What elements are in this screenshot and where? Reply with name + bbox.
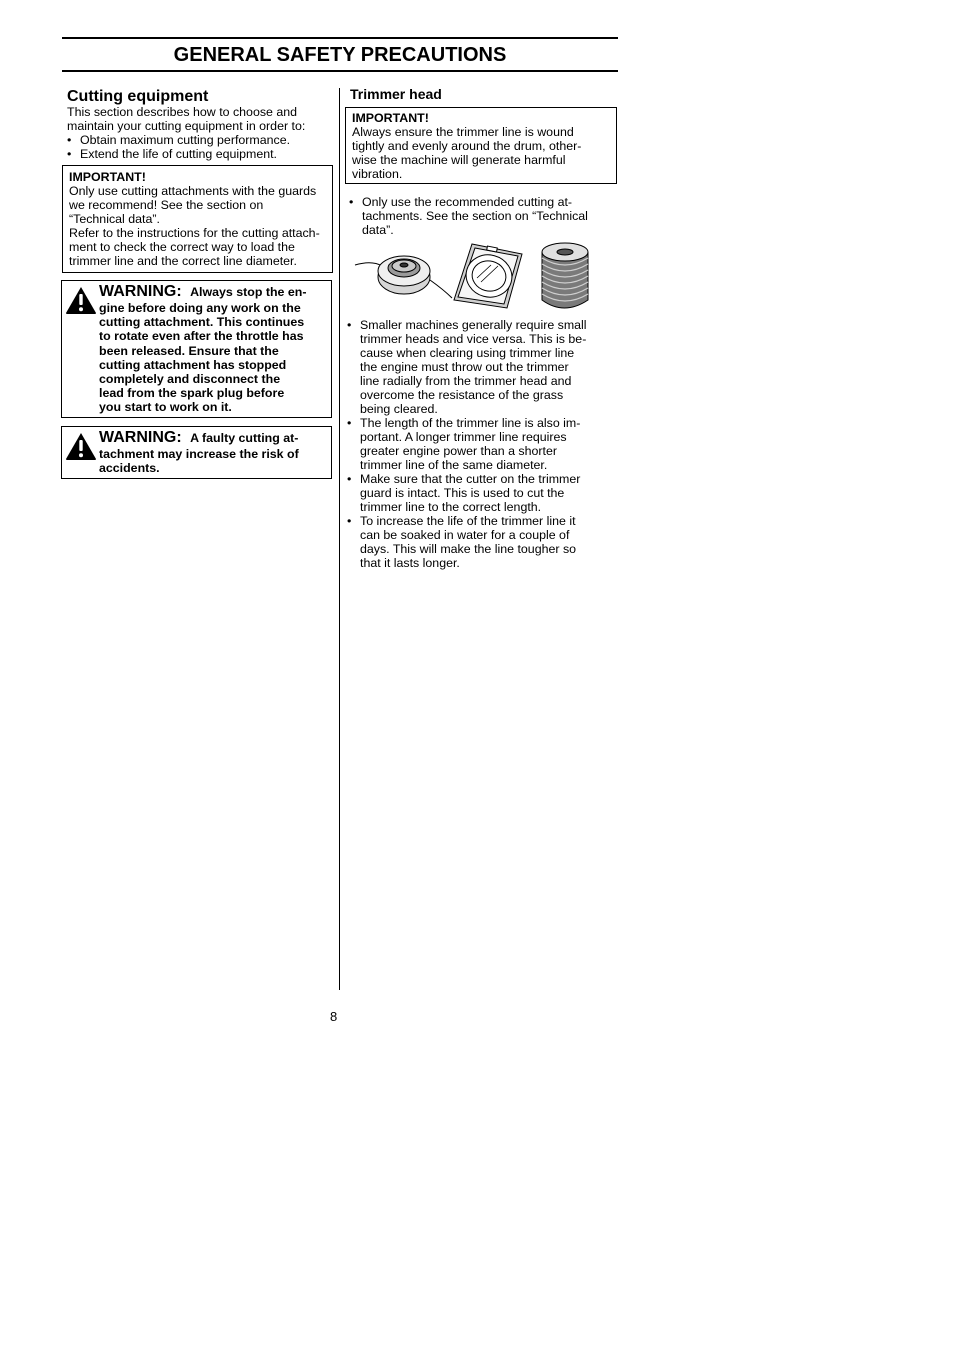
text-line: you start to work on it. [99,400,232,415]
column-divider [339,88,340,990]
list-item [349,195,624,237]
text-line: greater engine power than a shorter [360,444,557,458]
text-line: completely and disconnect the [99,372,281,387]
text-line: that it lasts longer. [360,556,460,570]
warning-text [99,447,327,475]
text-line: overcome the resistance of the grass [360,388,564,402]
trimmer-line-spool-icon [542,243,588,308]
warning-label: WARNING: [99,283,182,300]
text-line: lead from the spark plug before [99,386,285,401]
text-line: line radially from the trimmer head and [360,374,572,388]
text-line: trimmer line and the correct line diameter. [69,254,297,268]
list-item [67,133,335,147]
list-item-text: Extend the life of cutting equipment. [80,147,277,161]
warning-box-faulty-attachment [61,426,332,479]
bullet-mark: • [347,318,352,332]
important-label: IMPORTANT! [352,111,429,125]
title-top-rule [62,37,618,39]
text-line: been released. Ensure that the [99,343,279,358]
bullet-mark: • [347,472,352,486]
bullet-mark: • [349,195,354,209]
warning-label: WARNING: [99,429,182,446]
text-line: tachments. See the section on “Technical [362,209,588,223]
warning-triangle-icon [65,431,97,461]
text-line: portant. A longer trimmer line requires [360,430,567,444]
text-line: guard is intact. This is used to cut the [360,486,565,500]
text-line: “Technical data”. [69,212,160,226]
text-line: being cleared. [360,402,438,416]
text-line: trimmer heads and vice versa. This is be- [360,332,587,346]
warning-text-first: Always stop the en- [190,285,307,299]
text-line: to rotate even after the throttle has [99,329,304,344]
warning-text [99,301,327,415]
text-line: Always ensure the trimmer line is wound [352,125,574,139]
text-line: trimmer line of the same diameter. [360,458,548,472]
text-line: we recommend! See the section on [69,198,264,212]
text-line: The length of the trimmer line is also im- [360,416,581,430]
warning-triangle-icon [65,285,97,315]
warning-box-stop-engine [61,280,332,418]
list-item [347,514,613,570]
page-number: 8 [330,1009,338,1024]
intro-paragraph [67,105,335,161]
list-item [67,147,335,161]
important-box-left [62,165,333,273]
text-line: trimmer line to the correct length. [360,500,542,514]
text-line: cutting attachment. This continues [99,315,305,330]
list-item [347,472,613,514]
text-line: Make sure that the cutter on the trimmer [360,472,581,486]
title-bottom-rule [62,70,618,72]
list-item [347,416,613,472]
list-item [347,318,613,416]
text-line: gine before doing any work on the [99,301,301,315]
text-line: ment to check the correct way to load the [69,240,295,254]
text-line: tachment may increase the risk of [99,447,299,461]
important-label: IMPORTANT! [69,170,146,184]
intro-line: maintain your cutting equipment in order to: [67,119,306,133]
text-line: Only use cutting attachments with the guards [69,184,317,198]
text-line: cause when clearing using trimmer line [360,346,575,360]
important-text [69,184,331,268]
trimmer-bullet-list [347,318,613,570]
bullet-mark: • [67,147,72,161]
text-line: accidents. [99,461,160,476]
list-item-text: Obtain maximum cutting performance. [80,133,291,147]
bullet-mark: • [347,416,352,430]
text-line: wise the machine will generate harmful [352,153,566,167]
text-line: To increase the life of the trimmer line it [360,514,576,528]
section-heading-cutting-equipment: Cutting equipment [67,88,209,105]
intro-line: This section describes how to choose and [67,105,298,119]
text-line: the engine must throw out the trimmer [360,360,569,374]
trimmer-equipment-illustration [352,238,592,314]
text-line: cutting attachment has stopped [99,357,287,372]
bullet-mark: • [347,514,352,528]
text-line: data”. [362,223,394,237]
page-title: GENERAL SAFETY PRECAUTIONS [173,44,507,66]
text-line: Smaller machines generally require small [360,318,587,332]
trimmer-line-package-icon [454,244,522,308]
text-line: Only use the recommended cutting at- [362,195,573,209]
bullet-mark: • [67,133,72,147]
trimmer-head-icon [355,256,452,298]
important-text [352,125,614,181]
important-box-right [345,107,617,184]
text-line: Refer to the instructions for the cutting attach- [69,226,320,240]
text-line: vibration. [352,167,403,181]
section-heading-trimmer-head: Trimmer head [350,86,442,102]
text-line: tightly and evenly around the drum, other- [352,139,582,153]
warning-text-first: A faulty cutting at- [190,431,299,445]
text-line: days. This will make the line tougher so [360,542,577,556]
text-line: can be soaked in water for a couple of [360,528,570,542]
